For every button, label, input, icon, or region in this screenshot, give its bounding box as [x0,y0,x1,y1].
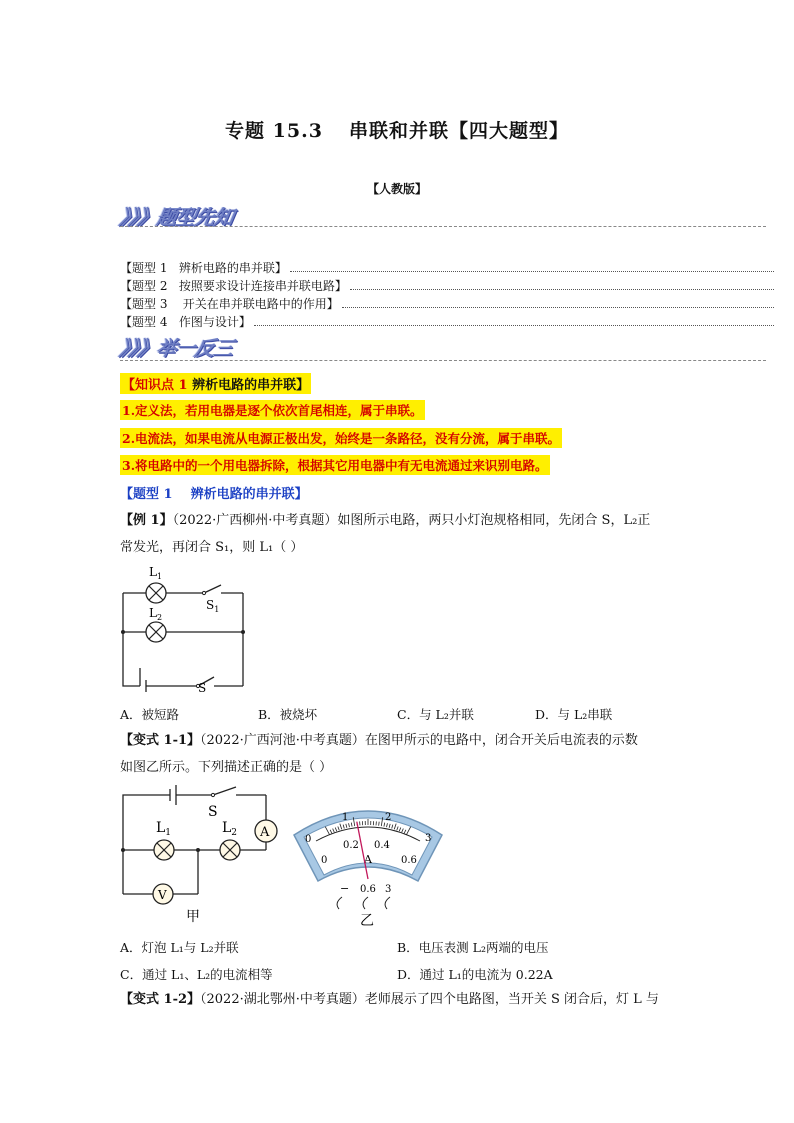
variant11-option-c[interactable]: C．通过 L₁、L₂的电流相等 [120,967,273,982]
svg-text:A: A [260,825,270,840]
meter-unit: A [364,853,372,866]
toc-item[interactable]: 【题型 1 辨析电路的串并联】 [120,258,774,276]
ammeter-dial-diagram [288,797,448,929]
label-l1: $L_1$ [149,565,163,581]
variant11-option-d[interactable]: D．通过 L₁的电流为 0.22A [397,967,553,982]
variant11-question: 【变式 1-1】（2022·广西河池·中考真题）在图甲所示的电路中，闭合开关后电流表的示数 如图乙所示。下列描述正确的是（ ） [120,733,638,775]
variant11-option-b[interactable]: B．电压表测 L₂两端的电压 [397,940,549,955]
example1-circuit-diagram [118,565,250,695]
outer-tick-3: 3 [425,833,432,844]
type1-heading: 【题型 1 辨析电路的串并联】 [120,487,308,502]
edition-label: 【人教版】 [366,182,427,196]
label-l2: $L_2$ [149,606,163,622]
variant11-option-a[interactable]: A．灯泡 L₁与 L₂并联 [120,940,239,955]
lamp-l1-icon [146,583,166,603]
terminal-0-6: 0.6 [360,884,376,895]
toc-item[interactable]: 【题型 4 作图与设计】 [120,312,774,330]
label-l2: $L_2$ [222,820,238,838]
variant12-question: 【变式 1-2】（2022·湖北鄂州·中考真题）老师展示了四个电路图，当开关 S 闭合后，灯 L 与 [120,992,659,1007]
section-divider [120,360,766,361]
example1-question: 【例 1】（2022·广西柳州·中考真题）如图所示电路，两只小灯泡规格相同，先闭合 S，L₂正 常发光，再闭合 S₁，则 L₁（ ） [120,513,651,555]
inner-tick-1: 0.2 [343,840,359,851]
example1-option-c[interactable]: C．与 L₂并联 [397,707,474,722]
label-jia: 甲 [186,909,200,925]
variant11-circuit-diagram [118,783,280,925]
lamp-l2-icon [220,840,240,860]
svg-text:V: V [158,888,167,902]
lamp-l1-icon [154,840,174,860]
voltmeter-icon [153,884,173,904]
section-divider [120,226,766,227]
example1-option-a[interactable]: A．被短路 [120,707,180,722]
inner-tick-3: 0.6 [401,855,417,866]
label-yi: 乙 [360,913,374,929]
section-preview-heading: 》》》题型先知 [117,205,235,229]
ammeter-icon [255,820,277,842]
label-s: S [198,681,207,695]
terminal-3: 3 [385,884,392,895]
toc-item[interactable]: 【题型 2 按照要求设计连接串并联电路】 [120,276,774,294]
label-l1: $L_1$ [156,820,172,838]
knowledge-point-3: 3.将电路中的一个用电器拆除，根据其它用电器中有无电流通过来识别电路。 [120,455,550,475]
toc-item[interactable]: 【题型 3 开关在串并联电路中的作用】 [120,294,774,312]
knowledge-point-1: 1.定义法，若用电器是逐个依次首尾相连，属于串联。 [120,400,425,420]
dial-tick [379,822,380,826]
label-s: S [208,804,218,820]
knowledge-point-heading: 【知识点 1 辨析电路的串并联】 [120,373,311,394]
outer-tick-1: 1 [342,812,349,823]
terminal-negative: − [340,882,350,895]
lamp-l2-icon [146,622,166,642]
outer-tick-2: 2 [385,812,392,823]
page-title [0,116,794,143]
title-text: 串联和并联【四大题型】 [348,120,569,142]
example1-option-b[interactable]: B．被烧坏 [258,707,318,722]
inner-tick-2: 0.4 [374,840,390,851]
outer-tick-0: 0 [305,834,312,845]
inner-tick-0: 0 [321,855,328,866]
example1-option-d[interactable]: D．与 L₂串联 [535,707,613,722]
section-practice-heading: 》》》举一反三 [117,336,235,360]
knowledge-point-2: 2.电流法，如果电流从电源正极出发，始终是一条路径，没有分流，属于串联。 [120,428,562,448]
label-s1: $S_1$ [206,598,220,614]
title-number: 专题 15.3 [225,120,323,142]
